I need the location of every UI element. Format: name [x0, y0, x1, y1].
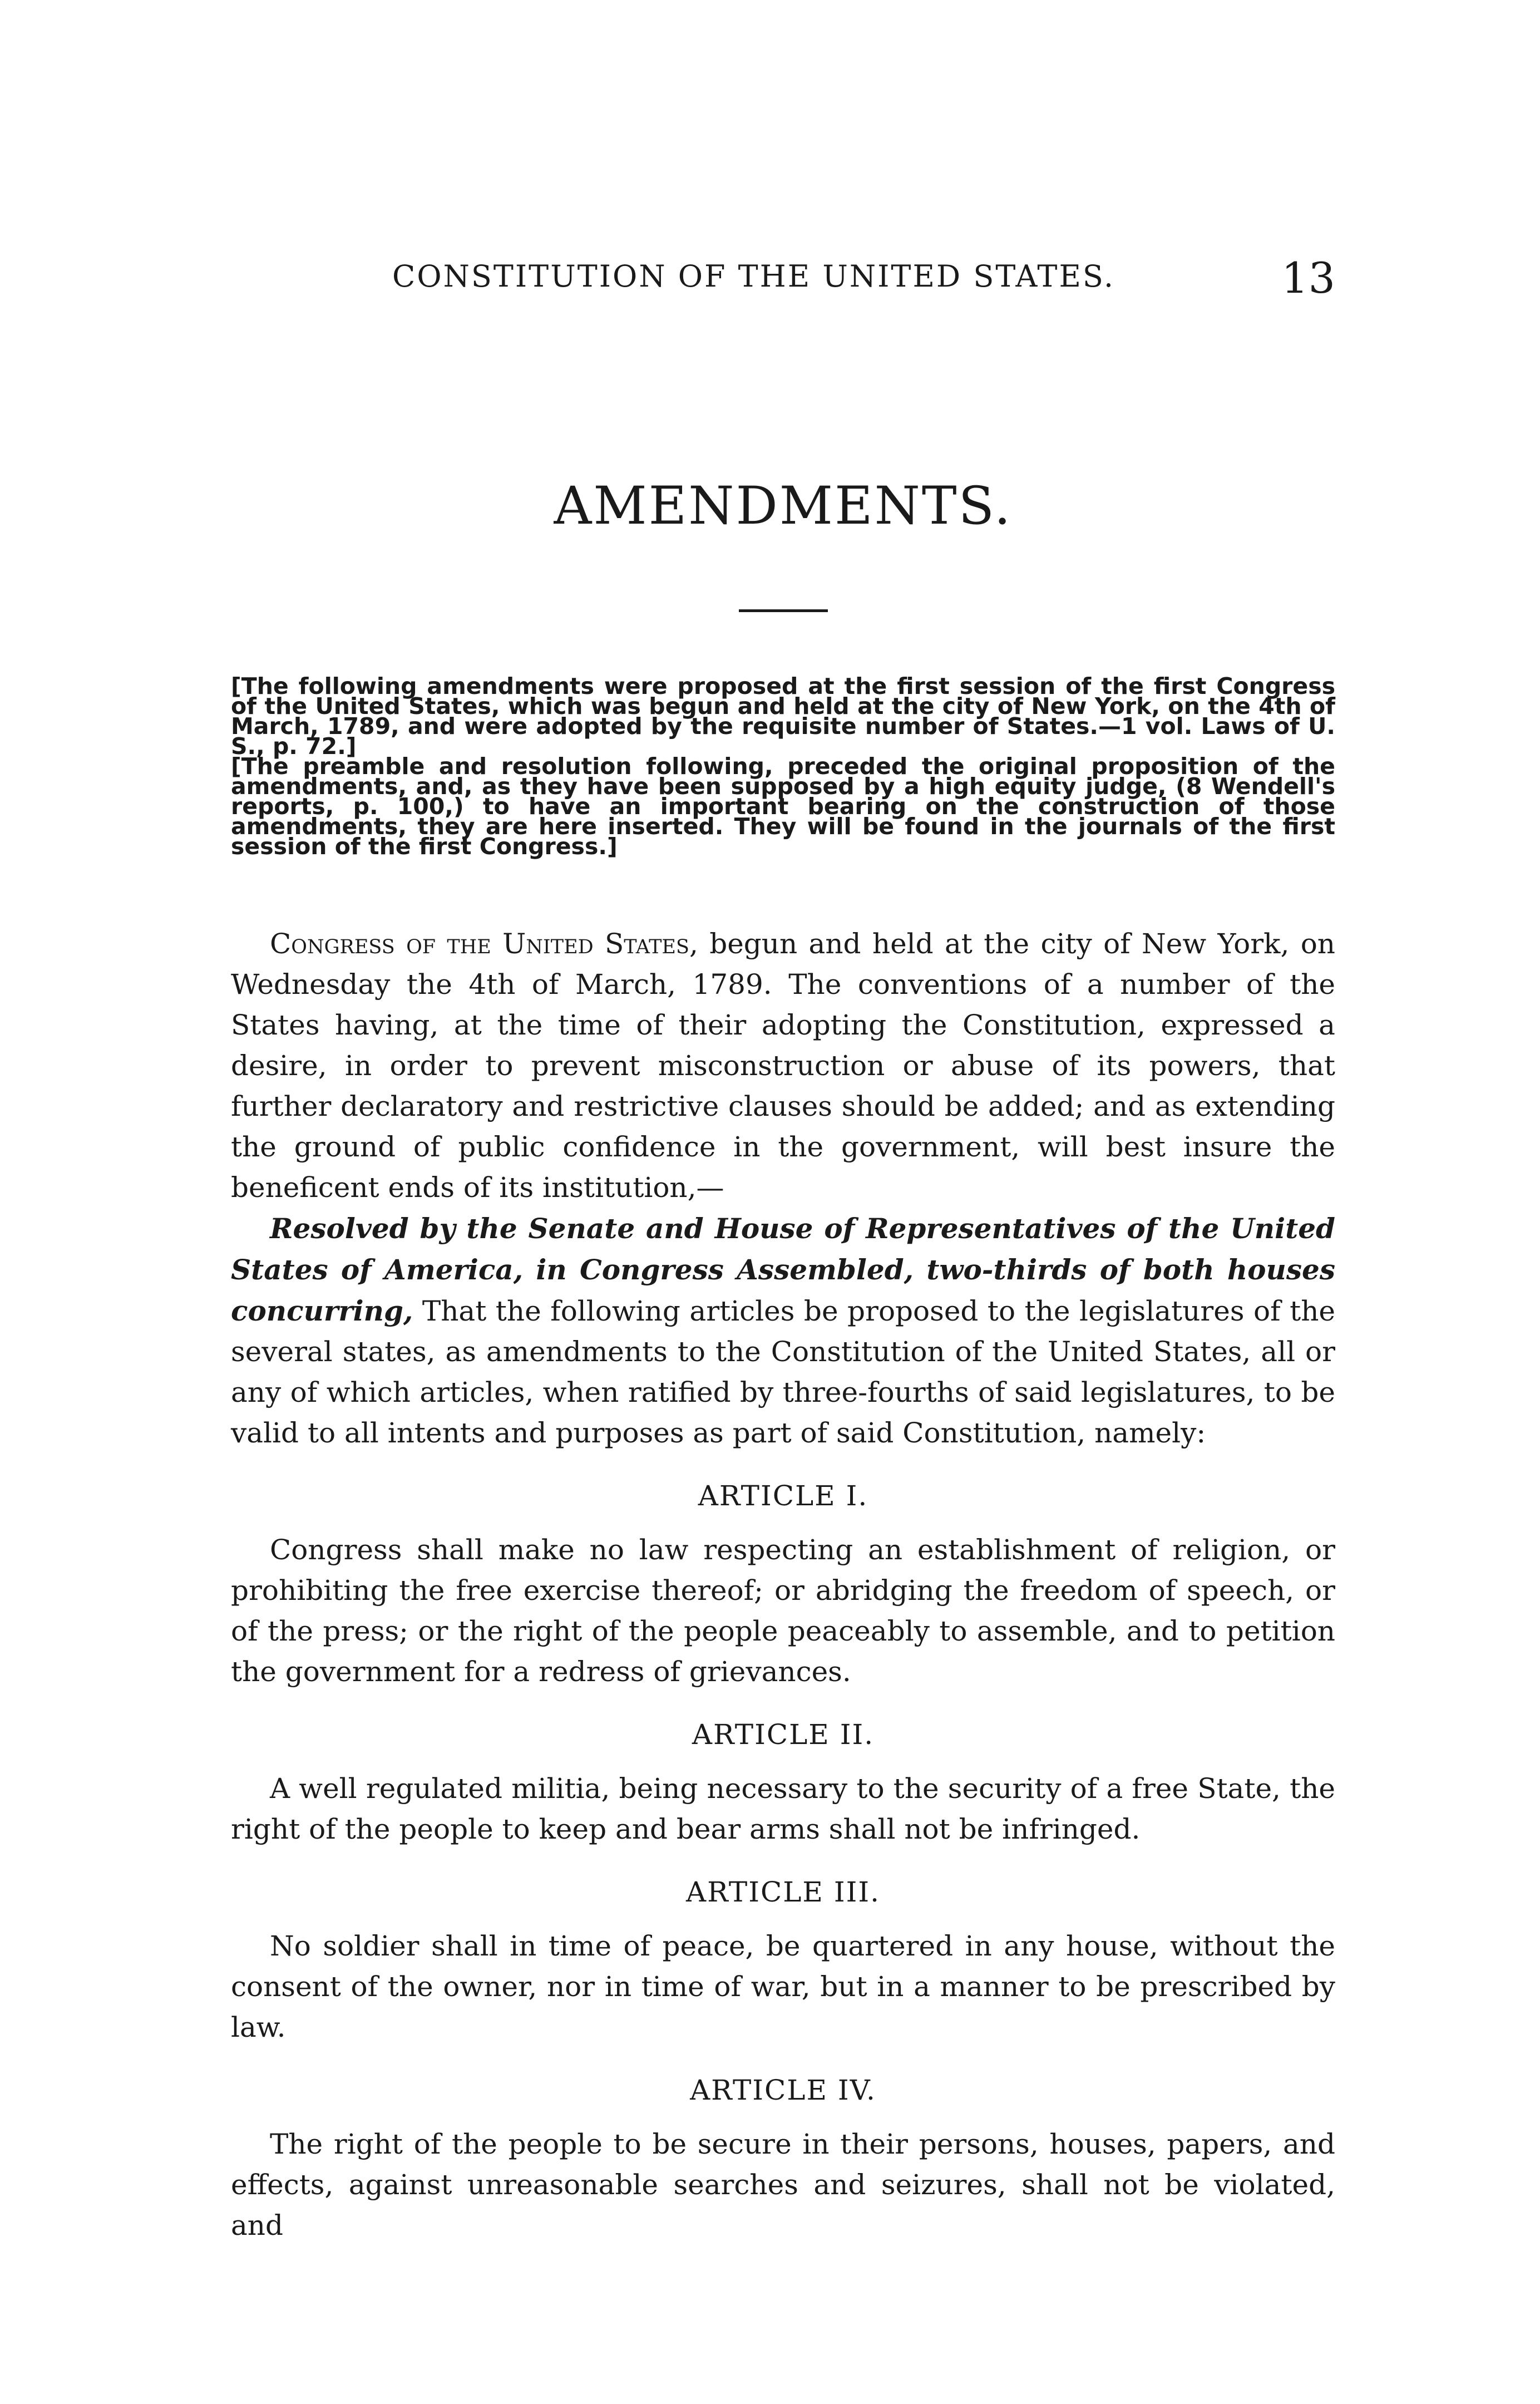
preamble-paragraph — [231, 924, 1335, 1208]
body-text — [231, 924, 1335, 2246]
article-text: Congress shall make no law respecting an establishment of religion, or prohibiting the free exercise thereof; or abridging the freedom of speech, or of the press; or the right of the people peaceably to assemble, and to petition the government for a redress of grievances. — [231, 1534, 1335, 1688]
editorial-note — [231, 673, 1335, 860]
editorial-note-paragraph: [The following amendments were proposed at the first session of the first Congress of the United States, which was begun and held at the city of New York, on the 4th of March, 1789, and were adopted by the requisite number of States.—1 vol. Laws of U. S., p. 72.] — [231, 673, 1335, 760]
document-page — [231, 0, 1335, 2404]
preamble-text: begun and held at the city of New York, on Wednesday the 4th of March, 1789. The conventions of a number of the States having, at the time of their adopting the Constitution, expressed a desire, in order to prevent misconstruction or abuse of its powers, that further declaratory and restrictive clauses should be added; and as extending the ground of public confidence in the government, will best insure the beneficent ends of its institution,— — [231, 928, 1336, 1204]
resolution-text: That the following articles be proposed to the legislatures of the several states, as amendments to the Constitution of the United States, all or any of which articles, when ratified by three-fourths of said legislatures, to be valid to all intents and purposes as part of said Constitution, namely: — [231, 1295, 1335, 1449]
article-text: No soldier shall in time of peace, be quartered in any house, without the consent of the owner, nor in time of war, but in a manner to be prescribed by law. — [231, 1930, 1335, 2043]
title-divider — [739, 609, 828, 612]
page-title: AMENDMENTS. — [554, 476, 1013, 536]
running-title: CONSTITUTION OF THE UNITED STATES. — [392, 259, 1115, 294]
article-heading: ARTICLE III. — [686, 1876, 880, 1908]
article-heading: ARTICLE IV. — [690, 2074, 876, 2106]
editorial-note-paragraph: [The preamble and resolution following, preceded the original proposition of the amendments, and, as they have been supposed by a high equity judge, (8 Wendell's reports, p. 100,) to have an important bearing on the construction of those amendments, they are here inserted. They will be found in the journals of the first session of the first Congress.] — [231, 753, 1335, 860]
resolution-paragraph — [231, 1208, 1335, 1454]
page-number: 13 — [1281, 253, 1335, 303]
article-heading: ARTICLE II. — [692, 1718, 875, 1751]
running-head — [231, 253, 1335, 303]
resolution-clause: Resolved by the Senate and House of Representatives of the United States of America, in Congress Assembled, two-thirds of both houses concurring, — [231, 1212, 1335, 1327]
article-heading: ARTICLE I. — [698, 1480, 868, 1512]
article-text: A well regulated militia, being necessary to the security of a free State, the right of the people to keep and bear arms shall not be infringed. — [231, 1772, 1335, 1845]
article-text: The right of the people to be secure in their persons, houses, papers, and effects, against unreasonable searches and seizures, shall not be violated, and — [231, 2128, 1335, 2242]
preamble-lead-in: Congress of the United States, — [270, 928, 698, 960]
